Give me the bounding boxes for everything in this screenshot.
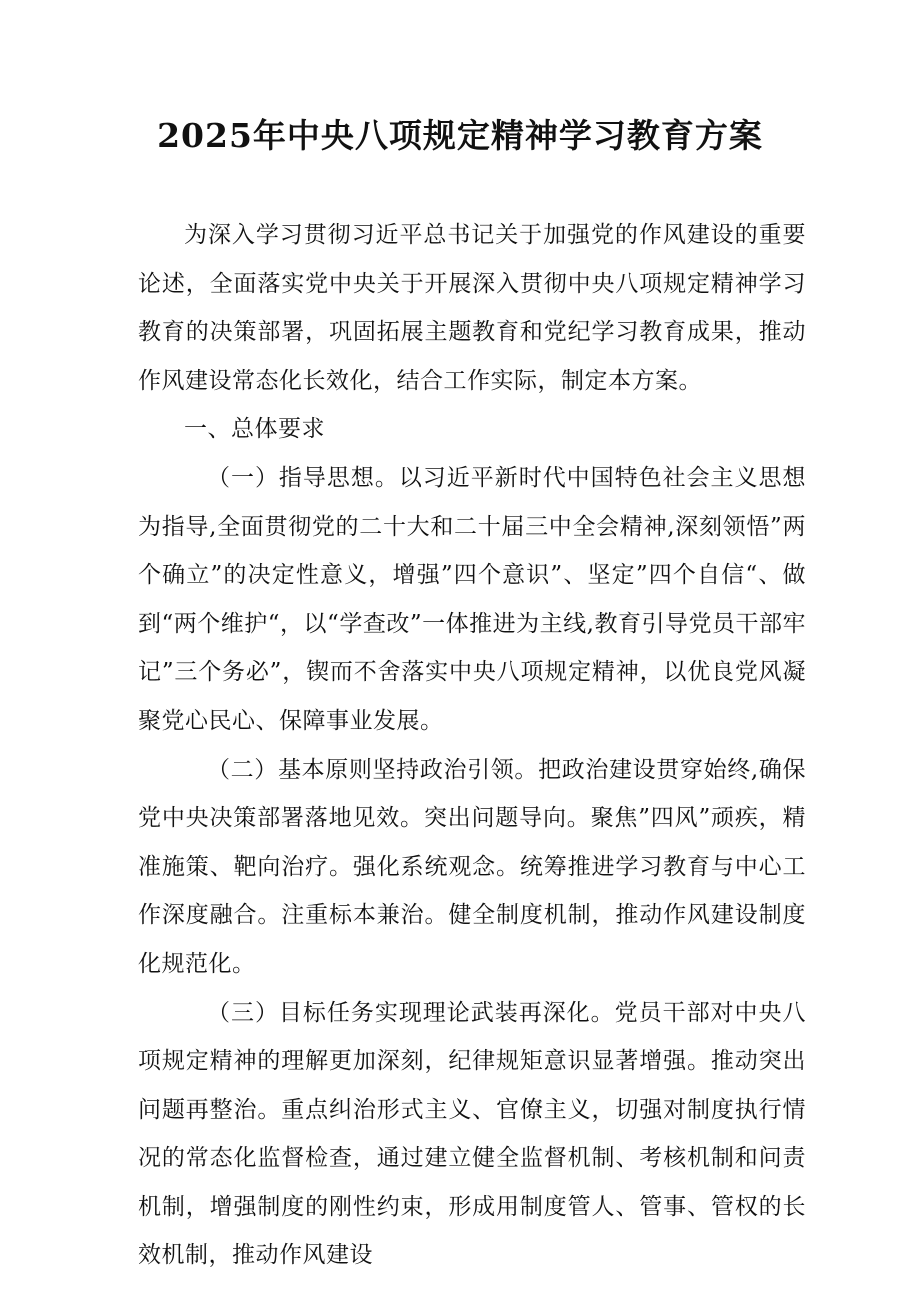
guiding-ideology-paragraph: （一）指导思想。以习近平新时代中国特色社会主义思想为指导,全面贯彻党的二十大和二十届三中全会精神,深刻领悟”两个确立”的决定性意义，增强”四个意识”、坚定”四个自信“、做到“两个维护“，以“学查改”一体推进为主线,教育引导党员干部牢记”三个务必”，锲而不舍落实中央八项规定精神，以优良党风凝聚党心民心、保障事业发展。	[138, 464, 806, 734]
basic-principles-paragraph: （二）基本原则坚持政治引领。把政治建设贯穿始终,确保党中央决策部署落地见效。突出问题导向。聚焦”四风”顽疾，精准施策、靶向治疗。强化系统观念。统筹推进学习教育与中心工作深度融合。注重标本兼治。健全制度机制，推动作风建设制度化规范化。	[138, 756, 806, 977]
section-heading-general-requirements: 一、总体要求	[184, 416, 325, 443]
document-title: 2025年中央八项规定精神学习教育方案	[157, 116, 763, 155]
objectives-tasks-paragraph: （三）目标任务实现理论武装再深化。党员干部对中央八项规定精神的理解更加深刻，纪律规矩意识显著增强。推动突出问题再整治。重点纠治形式主义、官僚主义，切强对制度执行情况的常态化监督检查，通过建立健全监督机制、考核机制和问责机制，增强制度的刚性约束，形成用制度管人、管事、管权的长效机制，推动作风建设	[138, 999, 806, 1269]
document-body	[138, 211, 806, 1280]
intro-paragraph: 为深入学习贯彻习近平总书记关于加强党的作风建设的重要论述，全面落实党中央关于开展深入贯彻中央八项规定精神学习教育的决策部署，巩固拓展主题教育和党纪学习教育成果，推动作风建设常态化长效化，结合工作实际，制定本方案。	[138, 222, 806, 394]
